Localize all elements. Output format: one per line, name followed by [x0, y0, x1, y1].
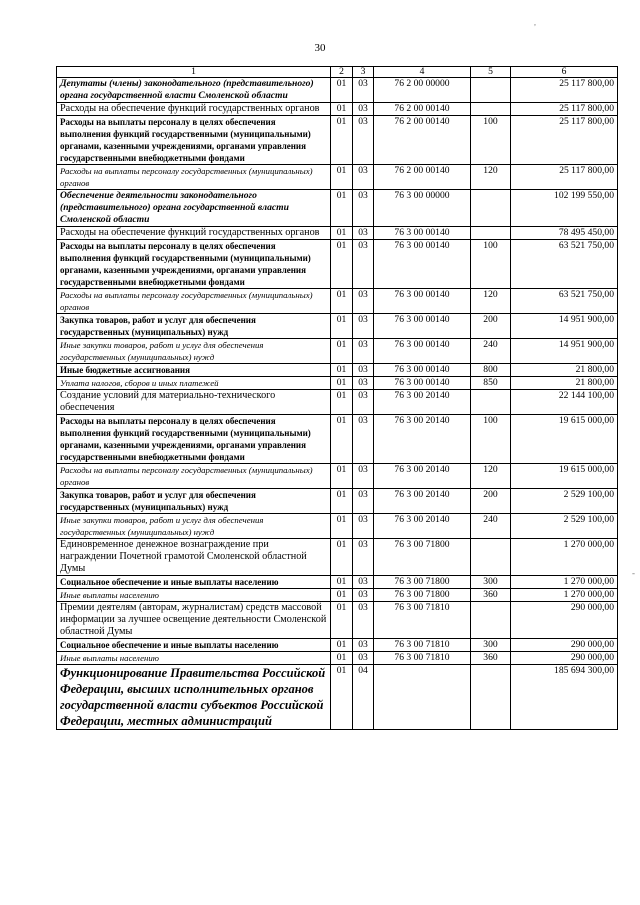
table-row	[57, 240, 618, 289]
target-article-cell: 76 3 00 71800	[374, 576, 471, 589]
subsection-code-cell: 03	[353, 464, 374, 489]
table-row	[57, 165, 618, 190]
section-code-cell: 01	[331, 602, 353, 639]
section-code-cell: 01	[331, 489, 353, 514]
subsection-code-cell: 03	[353, 377, 374, 390]
table-row	[57, 514, 618, 539]
section-code-cell: 01	[331, 390, 353, 415]
item-name-cell: Закупка товаров, работ и услуг для обеспечения государственных (муниципальных) нужд	[57, 489, 331, 514]
subsection-code-cell: 03	[353, 190, 374, 227]
header-cell: 4	[374, 67, 471, 78]
target-article-cell: 76 3 00 20140	[374, 415, 471, 464]
table-row	[57, 589, 618, 602]
expense-type-cell: 800	[471, 364, 511, 377]
target-article-cell: 76 3 00 00140	[374, 240, 471, 289]
expense-type-cell: 200	[471, 314, 511, 339]
amount-cell: 25 117 800,00	[511, 103, 618, 116]
side-mark: -	[632, 568, 635, 578]
table-header-row	[57, 67, 618, 78]
section-code-cell: 01	[331, 190, 353, 227]
subsection-code-cell: 03	[353, 364, 374, 377]
target-article-cell: 76 3 00 00140	[374, 227, 471, 240]
section-code-cell: 01	[331, 240, 353, 289]
section-code-cell: 01	[331, 103, 353, 116]
item-name-cell: Функционирование Правительства Российской Федерации, высших исполнительных органов государственной власти субъектов Российской Федерации, местных администраций	[57, 665, 331, 730]
section-code-cell: 01	[331, 539, 353, 576]
section-code-cell: 01	[331, 227, 353, 240]
amount-cell: 1 270 000,00	[511, 589, 618, 602]
item-name-cell: Депутаты (члены) законодательного (представительного) органа государственной власти Смоленской области	[57, 78, 331, 103]
target-article-cell	[374, 665, 471, 730]
item-name-cell: Иные бюджетные ассигнования	[57, 364, 331, 377]
target-article-cell: 76 2 00 00000	[374, 78, 471, 103]
section-code-cell: 01	[331, 116, 353, 165]
table-row	[57, 103, 618, 116]
subsection-code-cell: 03	[353, 165, 374, 190]
expense-type-cell: 100	[471, 240, 511, 289]
item-name-cell: Расходы на выплаты персоналу государственных (муниципальных) органов	[57, 165, 331, 190]
expense-type-cell: 200	[471, 489, 511, 514]
target-article-cell: 76 3 00 20140	[374, 464, 471, 489]
subsection-code-cell: 03	[353, 589, 374, 602]
table-row	[57, 227, 618, 240]
target-article-cell: 76 3 00 71810	[374, 602, 471, 639]
amount-cell: 21 800,00	[511, 364, 618, 377]
table-row	[57, 116, 618, 165]
table-row	[57, 665, 618, 730]
section-code-cell: 01	[331, 665, 353, 730]
expense-type-cell: 300	[471, 639, 511, 652]
amount-cell: 19 615 000,00	[511, 415, 618, 464]
header-cell: 3	[353, 67, 374, 78]
subsection-code-cell: 03	[353, 103, 374, 116]
table-row	[57, 652, 618, 665]
item-name-cell: Расходы на обеспечение функций государственных органов	[57, 227, 331, 240]
target-article-cell: 76 3 00 20140	[374, 390, 471, 415]
subsection-code-cell: 04	[353, 665, 374, 730]
subsection-code-cell: 03	[353, 78, 374, 103]
section-code-cell: 01	[331, 364, 353, 377]
amount-cell: 22 144 100,00	[511, 390, 618, 415]
table-row	[57, 539, 618, 576]
table-row	[57, 415, 618, 464]
subsection-code-cell: 03	[353, 514, 374, 539]
amount-cell: 2 529 100,00	[511, 514, 618, 539]
amount-cell: 63 521 750,00	[511, 240, 618, 289]
item-name-cell: Расходы на выплаты персоналу в целях обеспечения выполнения функций государственными (муниципальными) органами, казенными учреждениями, органами управления государственными внебюджетными фондами	[57, 415, 331, 464]
item-name-cell: Иные выплаты населению	[57, 589, 331, 602]
item-name-cell: Закупка товаров, работ и услуг для обеспечения государственных (муниципальных) нужд	[57, 314, 331, 339]
table-row	[57, 639, 618, 652]
table-row	[57, 78, 618, 103]
expense-type-cell	[471, 602, 511, 639]
subsection-code-cell: 03	[353, 314, 374, 339]
section-code-cell: 01	[331, 78, 353, 103]
target-article-cell: 76 2 00 00140	[374, 116, 471, 165]
amount-cell: 25 117 800,00	[511, 165, 618, 190]
amount-cell: 78 495 450,00	[511, 227, 618, 240]
section-code-cell: 01	[331, 289, 353, 314]
item-name-cell: Расходы на выплаты персоналу государственных (муниципальных) органов	[57, 289, 331, 314]
section-code-cell: 01	[331, 339, 353, 364]
item-name-cell: Расходы на выплаты персоналу в целях обеспечения выполнения функций государственными (муниципальными) органами, казенными учреждениями, органами управления государственными внебюджетными фондами	[57, 116, 331, 165]
amount-cell: 19 615 000,00	[511, 464, 618, 489]
subsection-code-cell: 03	[353, 116, 374, 165]
subsection-code-cell: 03	[353, 639, 374, 652]
section-code-cell: 01	[331, 589, 353, 602]
expense-type-cell: 360	[471, 652, 511, 665]
expense-type-cell	[471, 665, 511, 730]
budget-table	[56, 66, 618, 730]
target-article-cell: 76 3 00 00000	[374, 190, 471, 227]
section-code-cell: 01	[331, 377, 353, 390]
expense-type-cell	[471, 227, 511, 240]
amount-cell: 185 694 300,00	[511, 665, 618, 730]
item-name-cell: Расходы на обеспечение функций государственных органов	[57, 103, 331, 116]
table-row	[57, 289, 618, 314]
subsection-code-cell: 03	[353, 652, 374, 665]
item-name-cell: Создание условий для материально-технического обеспечения	[57, 390, 331, 415]
amount-cell: 25 117 800,00	[511, 78, 618, 103]
target-article-cell: 76 3 00 00140	[374, 289, 471, 314]
subsection-code-cell: 03	[353, 339, 374, 364]
target-article-cell: 76 3 00 00140	[374, 377, 471, 390]
expense-type-cell: 360	[471, 589, 511, 602]
target-article-cell: 76 3 00 00140	[374, 339, 471, 364]
section-code-cell: 01	[331, 314, 353, 339]
page-number: 30	[314, 42, 326, 54]
section-code-cell: 01	[331, 576, 353, 589]
expense-type-cell: 850	[471, 377, 511, 390]
amount-cell: 1 270 000,00	[511, 539, 618, 576]
subsection-code-cell: 03	[353, 390, 374, 415]
header-cell: 5	[471, 67, 511, 78]
target-article-cell: 76 2 00 00140	[374, 165, 471, 190]
expense-type-cell	[471, 78, 511, 103]
table-row	[57, 339, 618, 364]
subsection-code-cell: 03	[353, 415, 374, 464]
target-article-cell: 76 3 00 71810	[374, 652, 471, 665]
section-code-cell: 01	[331, 165, 353, 190]
section-code-cell: 01	[331, 514, 353, 539]
amount-cell: 14 951 900,00	[511, 339, 618, 364]
item-name-cell: Премии деятелям (авторам, журналистам) средств массовой информации за лучшее освещение деятельности Смоленской областной Думы	[57, 602, 331, 639]
expense-type-cell: 120	[471, 289, 511, 314]
expense-type-cell: 100	[471, 116, 511, 165]
amount-cell: 25 117 800,00	[511, 116, 618, 165]
expense-type-cell	[471, 390, 511, 415]
header-cell: 2	[331, 67, 353, 78]
amount-cell: 290 000,00	[511, 639, 618, 652]
table-row	[57, 377, 618, 390]
header-cell: 1	[57, 67, 331, 78]
subsection-code-cell: 03	[353, 539, 374, 576]
item-name-cell: Расходы на выплаты персоналу государственных (муниципальных) органов	[57, 464, 331, 489]
expense-type-cell: 100	[471, 415, 511, 464]
amount-cell: 290 000,00	[511, 602, 618, 639]
item-name-cell: Обеспечение деятельности законодательного (представительного) органа государственной власти Смоленской области	[57, 190, 331, 227]
table-row	[57, 390, 618, 415]
amount-cell: 2 529 100,00	[511, 489, 618, 514]
subsection-code-cell: 03	[353, 489, 374, 514]
budget-table-body	[57, 67, 618, 730]
subsection-code-cell: 03	[353, 227, 374, 240]
subsection-code-cell: 03	[353, 240, 374, 289]
target-article-cell: 76 3 00 20140	[374, 514, 471, 539]
table-row	[57, 464, 618, 489]
section-code-cell: 01	[331, 464, 353, 489]
item-name-cell: Расходы на выплаты персоналу в целях обеспечения выполнения функций государственными (муниципальными) органами, казенными учреждениями, органами управления государственными внебюджетными фондами	[57, 240, 331, 289]
item-name-cell: Социальное обеспечение и иные выплаты населению	[57, 639, 331, 652]
item-name-cell: Социальное обеспечение и иные выплаты населению	[57, 576, 331, 589]
amount-cell: 1 270 000,00	[511, 576, 618, 589]
amount-cell: 14 951 900,00	[511, 314, 618, 339]
target-article-cell: 76 3 00 71800	[374, 539, 471, 576]
expense-type-cell	[471, 539, 511, 576]
amount-cell: 21 800,00	[511, 377, 618, 390]
amount-cell: 63 521 750,00	[511, 289, 618, 314]
item-name-cell: Иные выплаты населению	[57, 652, 331, 665]
expense-type-cell	[471, 103, 511, 116]
section-code-cell: 01	[331, 639, 353, 652]
corner-mark: ,	[534, 18, 536, 27]
expense-type-cell: 120	[471, 464, 511, 489]
target-article-cell: 76 3 00 71810	[374, 639, 471, 652]
expense-type-cell: 300	[471, 576, 511, 589]
target-article-cell: 76 3 00 71800	[374, 589, 471, 602]
table-row	[57, 576, 618, 589]
target-article-cell: 76 3 00 00140	[374, 364, 471, 377]
table-row	[57, 190, 618, 227]
header-cell: 6	[511, 67, 618, 78]
expense-type-cell: 120	[471, 165, 511, 190]
target-article-cell: 76 3 00 00140	[374, 314, 471, 339]
amount-cell: 102 199 550,00	[511, 190, 618, 227]
table-row	[57, 602, 618, 639]
section-code-cell: 01	[331, 415, 353, 464]
amount-cell: 290 000,00	[511, 652, 618, 665]
subsection-code-cell: 03	[353, 602, 374, 639]
subsection-code-cell: 03	[353, 289, 374, 314]
item-name-cell: Иные закупки товаров, работ и услуг для обеспечения государственных (муниципальных) нужд	[57, 514, 331, 539]
expense-type-cell: 240	[471, 514, 511, 539]
item-name-cell: Иные закупки товаров, работ и услуг для обеспечения государственных (муниципальных) нужд	[57, 339, 331, 364]
section-code-cell: 01	[331, 652, 353, 665]
item-name-cell: Уплата налогов, сборов и иных платежей	[57, 377, 331, 390]
table-row	[57, 489, 618, 514]
target-article-cell: 76 2 00 00140	[374, 103, 471, 116]
item-name-cell: Единовременное денежное вознаграждение при награждении Почетной грамотой Смоленской областной Думы	[57, 539, 331, 576]
target-article-cell: 76 3 00 20140	[374, 489, 471, 514]
table-row	[57, 314, 618, 339]
table-row	[57, 364, 618, 377]
subsection-code-cell: 03	[353, 576, 374, 589]
expense-type-cell: 240	[471, 339, 511, 364]
expense-type-cell	[471, 190, 511, 227]
